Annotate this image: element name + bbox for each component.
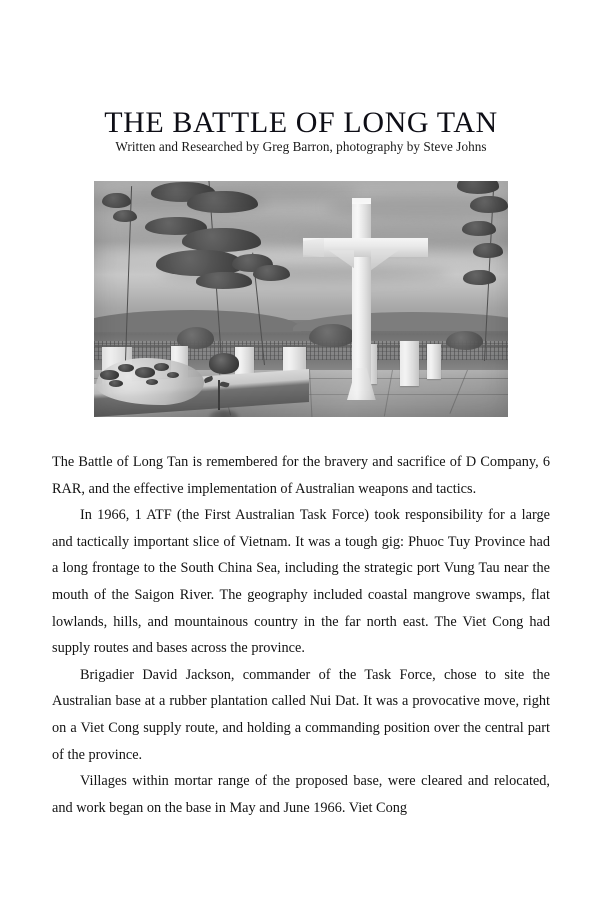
paragraph: In 1966, 1 ATF (the First Australian Task Force) took responsibility for a large and tactically important slice of Vietnam. It was a tough gig: Phuoc Tuy Province had a long frontage to the South China Sea, including the strategic port Vung Tau near the mouth of the Saigon River. The geography included coastal mangrove swamps, flat lowlands, hills, and mountainous country in the far north east. The Viet Cong had supply routes and bases across the province. <box>52 507 550 657</box>
figure-long-tan-memorial <box>94 181 508 417</box>
tree-foliage <box>462 221 496 236</box>
tree-foliage <box>253 265 290 281</box>
sapling-tree <box>231 252 297 365</box>
paragraph: Villages within mortar range of the proposed base, were cleared and relocated, and work began on the base in May and June 1966. Viet Cong <box>52 773 550 816</box>
cross-crossbar-taper <box>303 238 325 257</box>
page-title: THE BATTLE OF LONG TAN <box>104 106 498 140</box>
tree-foliage <box>463 270 496 285</box>
tree-foliage <box>182 228 261 252</box>
red-bloom <box>135 367 155 377</box>
rose-leaf <box>220 380 230 387</box>
byline: Written and Researched by Greg Barron, photography by Steve Johns <box>115 139 487 154</box>
paragraph: Brigadier David Jackson, commander of the Task Force, chose to site the Australian base at a rubber plantation called Nui Dat. It was a provocative move, right on a Viet Cong supply route, and holding a commanding position over the central part of the province. <box>52 666 550 763</box>
flower-wreath <box>96 358 204 405</box>
body-text <box>52 449 550 821</box>
cross-base <box>347 368 376 400</box>
memorial-photograph <box>94 181 508 417</box>
red-bloom <box>154 363 169 371</box>
tree-foliage <box>187 191 257 213</box>
cross-top <box>352 198 370 204</box>
red-bloom <box>109 380 123 387</box>
red-bloom <box>118 364 134 372</box>
paragraph: The Battle of Long Tan is remembered for the bravery and sacrifice of D Company, 6 RAR, and the effective implementation of Australian weapons and tactics. <box>52 454 550 497</box>
tree-foliage <box>470 196 508 213</box>
single-red-rose <box>200 353 250 410</box>
rose-bloom <box>209 353 240 373</box>
tree-foliage <box>102 193 131 209</box>
sapling-tree <box>450 181 508 360</box>
rose-leaf <box>203 376 213 384</box>
red-bloom <box>100 370 118 379</box>
tree-foliage <box>473 243 503 258</box>
memorial-cross <box>311 198 419 401</box>
stone-pillar <box>427 344 440 379</box>
tree-foliage <box>113 210 137 222</box>
